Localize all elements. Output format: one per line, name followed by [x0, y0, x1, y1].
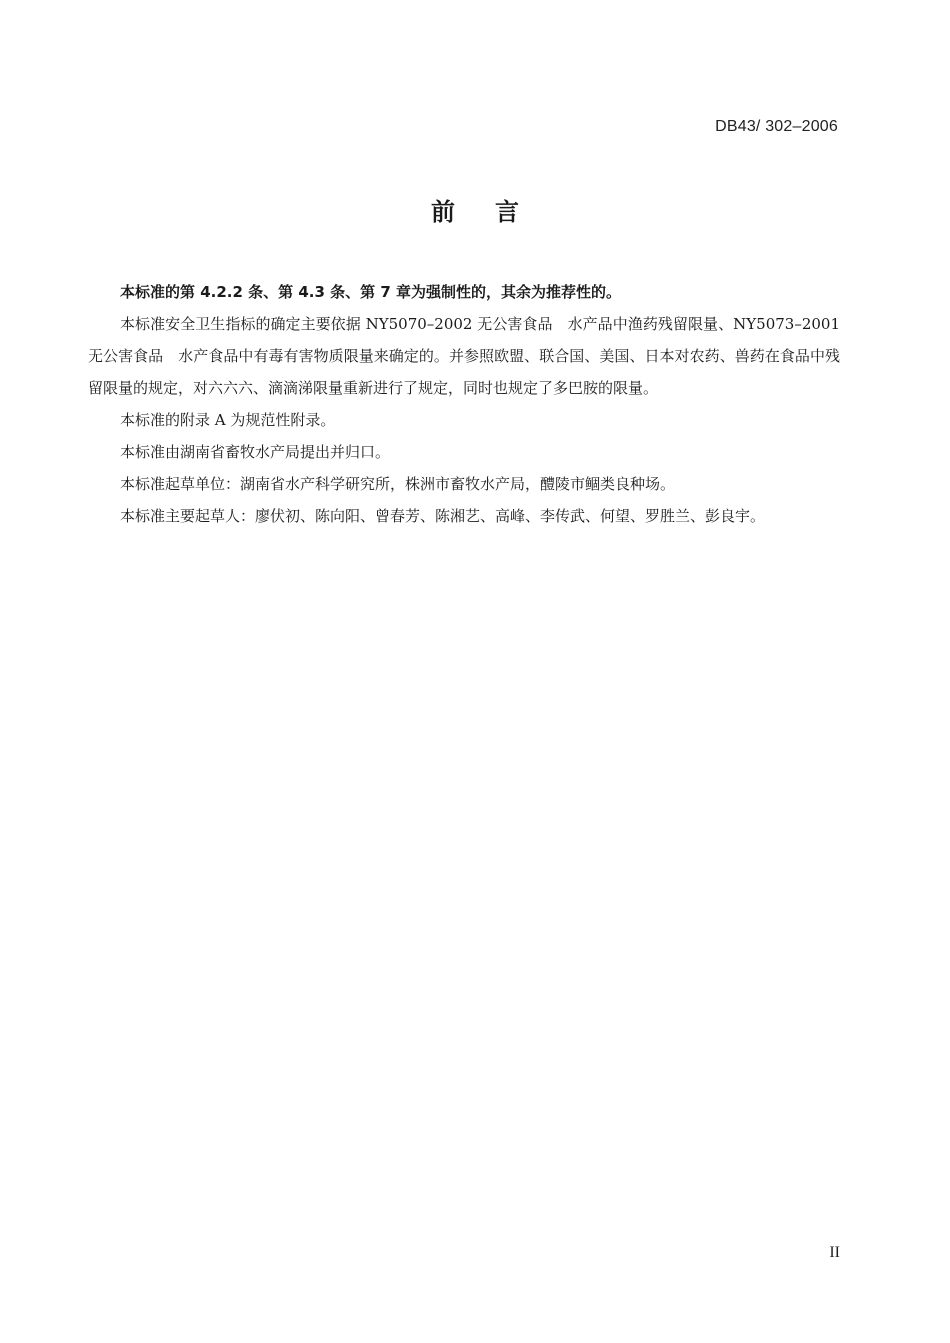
paragraph-mandatory-clauses: 本标准的第 4.2.2 条、第 4.3 条、第 7 章为强制性的，其余为推荐性的。 [120, 283, 622, 301]
document-code: DB43/ 302–2006 [715, 118, 838, 135]
paragraph-appendix: 本标准的附录 A 为规范性附录。 [120, 411, 336, 429]
paragraph-drafting-units: 本标准起草单位：湖南省水产科学研究所，株洲市畜牧水产局，醴陵市鲴类良种场。 [120, 475, 676, 493]
paragraph-drafters: 本标准主要起草人：廖伏初、陈向阳、曾春芳、陈湘艺、高峰、李传武、何望、罗胜兰、彭良宇。 [120, 507, 766, 525]
paragraph-proposer: 本标准由湖南省畜牧水产局提出并归口。 [120, 443, 391, 461]
page-title: 前言 [431, 198, 559, 226]
paragraph-basis: 本标准安全卫生指标的确定主要依据 NY5070–2002 无公害食品 水产品中渔药残留限量、NY5073–2001 无公害食品 水产食品中有毒有害物质限量来确定的。并参照欧盟、联合国、美国、日本对农药、兽药在食品中残留限量的规定，对六六六、滴滴涕限量重新进行了规定，同时也规定了多巴胺的限量。 [88, 315, 840, 397]
preface-body [88, 276, 840, 532]
page-number: II [829, 1244, 840, 1261]
